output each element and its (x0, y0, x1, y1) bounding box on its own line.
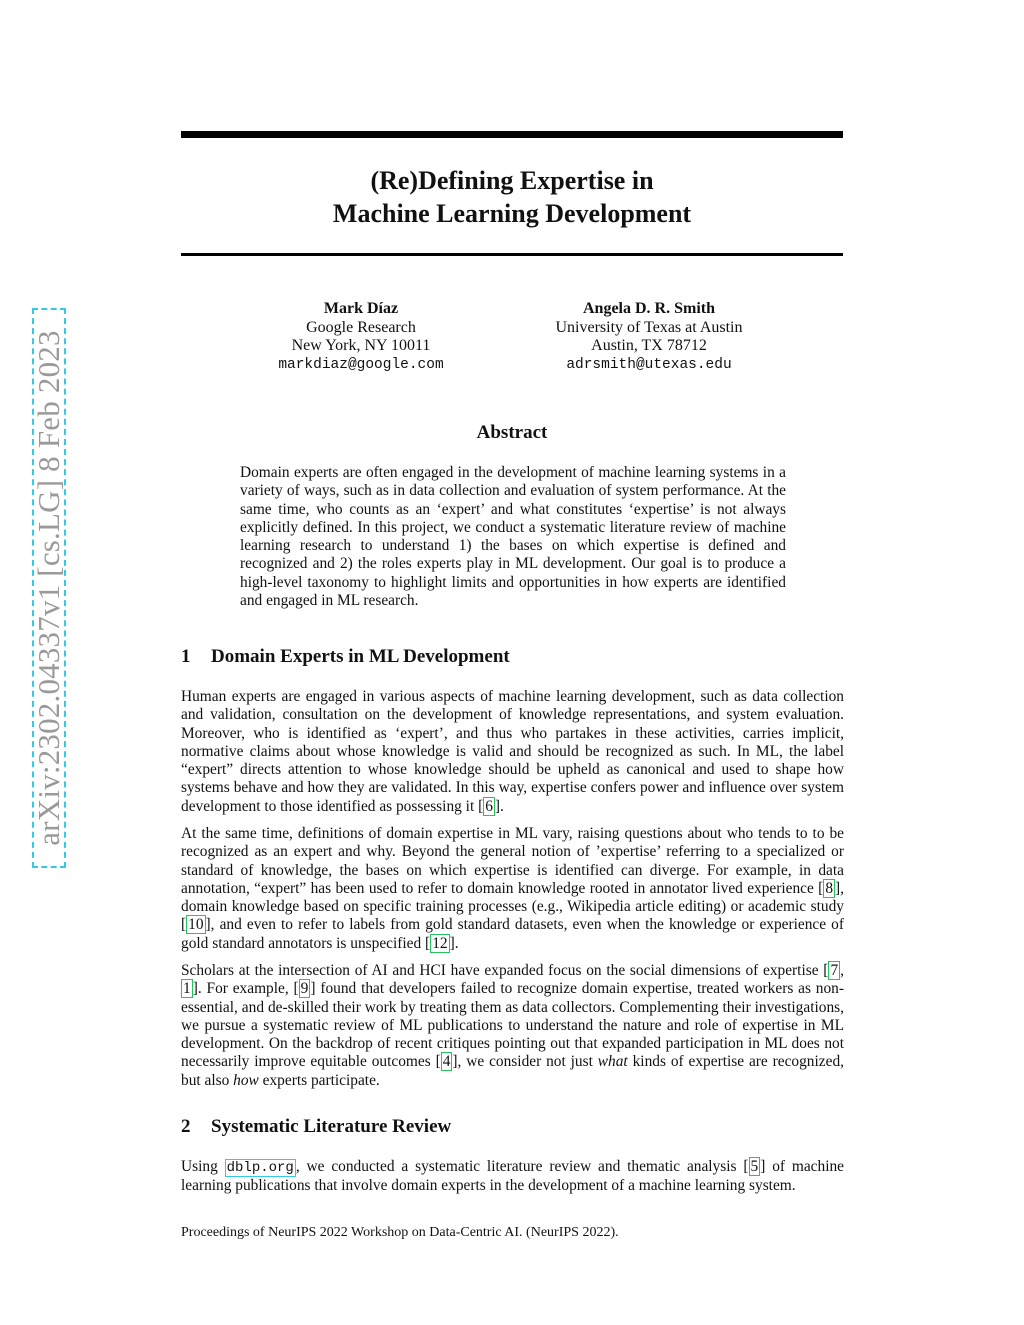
paragraph-text: Using (181, 1158, 225, 1175)
paragraph-text: kinds of expertise are recognized, but also (181, 1053, 844, 1089)
section-2-heading (181, 1116, 451, 1138)
proceedings-footnote: Proceedings of NeurIPS 2022 Workshop on Data-Centric AI. (NeurIPS 2022). (181, 1225, 619, 1240)
emphasis-text: what (597, 1053, 628, 1071)
citation-link[interactable]: 9 (300, 980, 309, 998)
section-1-paragraph-2 (181, 825, 844, 953)
paragraph-text: ], and even to refer to labels from gold standard datasets, even when the knowledge or experience of gold standard annotators is unspecified [ (181, 916, 844, 952)
citation-link[interactable]: 10 (188, 916, 204, 934)
citation-link[interactable]: 1 (183, 980, 191, 998)
author-name: Mark Díaz (323, 300, 399, 317)
paragraph-text: , we conducted a systematic literature review and thematic analysis [ (295, 1158, 749, 1175)
section-title: Domain Experts in ML Development (211, 646, 510, 667)
section-number: 2 (181, 1116, 191, 1137)
emphasis-text: how (233, 1071, 259, 1089)
paragraph-text: ] of machine learning publications that involve domain experts in the development of a machine learning system. (181, 1158, 844, 1195)
title-line-2: Machine Learning Development (332, 199, 692, 228)
abstract-heading: Abstract (476, 422, 548, 443)
paragraph-text: ]. (449, 934, 459, 952)
arxiv-sidebar-stamp[interactable]: arXiv:2302.04337v1 [cs.LG] 8 Feb 2023 (32, 308, 66, 868)
author-email: adrsmith@utexas.edu (566, 356, 732, 373)
paragraph-text: ] found that developers failed to recognize domain expertise, treated workers as non-essential, and de-skilled their work by treating them as data collectors. Complementing their investigations, we pursue a systematic review of ML publications to understand the nature and role of expertise in ML development. On the backdrop of recent critiques pointing out that expanded participation in ML does not necessarily improve equitable outcomes [ (181, 980, 845, 1071)
paragraph-text: ]. (494, 797, 504, 815)
paragraph-text: At the same time, definitions of domain expertise in ML vary, raising questions about who tends to to be recognized as an expert and why. Beyond the general notion of ’expertise’ referring to a specialized or standard of knowledge, the bases on which expertise is identified can diverge. For example, in data annotation, “expert” has been used to refer to domain knowledge rooted in annotator lived experience [ (181, 825, 844, 897)
author-name: Angela D. R. Smith (582, 300, 715, 317)
paragraph-text: , (840, 962, 844, 979)
citation-link[interactable]: 4 (442, 1053, 451, 1071)
author-block-2 (499, 300, 799, 374)
dblp-link[interactable]: dblp.org (226, 1160, 294, 1176)
section-1-paragraph-3 (181, 962, 844, 1090)
paragraph-text: ], domain knowledge based on specific training processes (e.g., Wikipedia article editing) or academic study [ (181, 879, 844, 934)
abstract-text: Domain experts are often engaged in the development of machine learning systems in a variety of ways, such as in data collection and evaluation of system performance. At the same time, who counts as an ‘expert’ and what constitutes ‘expertise’ is not always explicitly defined. In this project, we conduct a systematic literature review of machine learning research to understand 1) the bases on which expertise is defined and recognized and 2) the roles experts play in ML development. Our goal is to produce a high-level taxonomy to highlight limits and opportunities in how experts are identified and engaged in ML research. (240, 464, 786, 610)
author-affiliation: University of Texas at Austin (555, 318, 743, 336)
paragraph-text: Human experts are engaged in various aspects of machine learning development, such as data collection and validation, consultation on the development of knowledge representations, and system evaluation. Moreover, who is identified as ‘expert’, and thus who partakes in these activities, carries implicit, normative claims about whose knowledge is valid and should be recognized as such. In ML, the label “expert” directs attention to whose knowledge should be upheld as canonical and used to shape how systems behave and how they are validated. In this way, expertise confers power and influence over system development to those identified as possessing it [ (181, 688, 844, 815)
author-block-1 (211, 300, 511, 374)
title-line-1: (Re)Defining Expertise in (370, 166, 654, 195)
citation-link[interactable]: 6 (485, 797, 493, 815)
paragraph-text: Scholars at the intersection of AI and HCI have expanded focus on the social dimensions of expertise [ (181, 962, 829, 979)
section-title: Systematic Literature Review (211, 1116, 452, 1137)
section-2-paragraph-1 (181, 1158, 844, 1196)
paper-title (181, 164, 843, 230)
section-1-paragraph-1 (181, 688, 844, 816)
section-number: 1 (181, 646, 191, 667)
author-email: markdiaz@google.com (278, 356, 444, 373)
title-bottom-rule (181, 253, 843, 256)
author-affiliation: Google Research (306, 318, 416, 336)
author-location: Austin, TX 78712 (591, 337, 707, 354)
citation-link[interactable]: 5 (750, 1158, 759, 1175)
citation-link[interactable]: 7 (830, 962, 839, 979)
paragraph-text: ], we consider not just (452, 1053, 598, 1071)
section-1-heading (181, 646, 510, 668)
title-top-rule (181, 131, 843, 138)
paragraph-text: experts participate. (258, 1071, 380, 1089)
paragraph-text: ]. For example, [ (192, 980, 299, 998)
citation-link[interactable]: 12 (432, 934, 448, 952)
author-location: New York, NY 10011 (291, 337, 431, 354)
citation-link[interactable]: 8 (825, 879, 834, 897)
